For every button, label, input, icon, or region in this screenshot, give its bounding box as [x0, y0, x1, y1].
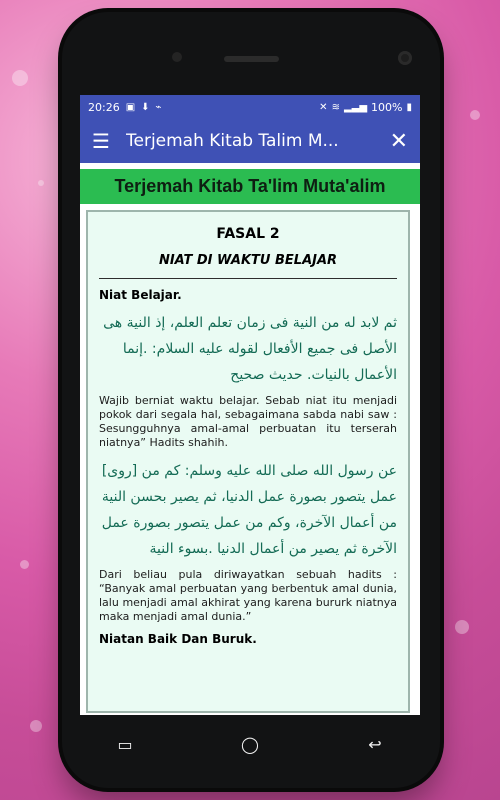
battery-icon: ▮ [406, 101, 412, 113]
background-sparkle [30, 720, 42, 732]
background-sparkle [470, 110, 480, 120]
content-card [86, 210, 410, 713]
battery-percent: 100% [371, 100, 403, 114]
background-sparkle [455, 620, 469, 634]
menu-icon[interactable]: ☰ [92, 129, 110, 153]
close-icon[interactable]: ✕ [389, 128, 408, 154]
back-icon[interactable]: ↩ [368, 734, 382, 754]
image-icon: ▣ [125, 101, 136, 113]
content-divider [99, 278, 397, 279]
recent-apps-icon[interactable]: ▭ [117, 734, 133, 754]
translation-text: Dari beliau pula diriwayatkan sebuah hadits : “Banyak amal perbuatan yang berbentuk amal dunia, lalu menjadi amal akhirat yang karena bururk niatnya maka menjadi amal dunia.” [99, 568, 397, 623]
arabic-text: عن رسول الله صلى الله عليه وسلم: كم من [روى] عمل يتصور بصورة عمل الدنيا، ثم يصير بحسن النية من أعمال الآخرة، وكم من عمل يتصور بصورة عمل الآخرة ثم يصير من أعمال الدنيا .بسوء النية [101, 463, 397, 557]
mute-icon: ✕ [319, 101, 328, 113]
background-sparkle [12, 70, 28, 86]
status-time: 20:26 [88, 100, 120, 114]
translation-text: Wajib berniat waktu belajar. Sebab niat itu menjadi pokok dari segala hal, sebagaimana sabda nabi saw : Sesungguhnya amal-amal perbuatan itu terserah niatnya” Hadits shahih. [99, 394, 397, 449]
wifi-icon: ⌁ [155, 101, 162, 113]
download-icon: ⬇ [141, 101, 150, 113]
wifi-icon: ≋ [331, 101, 340, 113]
home-icon[interactable]: ◯ [241, 734, 259, 754]
app-toolbar [80, 119, 420, 163]
toolbar-title: Terjemah Kitab Talim M... [126, 131, 339, 151]
phone-sensor [172, 52, 182, 62]
section-heading: Niatan Baik Dan Buruk. [99, 632, 257, 646]
system-nav-bar [80, 715, 420, 773]
status-bar [80, 95, 420, 119]
background-sparkle [20, 560, 29, 569]
chapter-title: FASAL 2 [216, 226, 280, 242]
section-heading: Niat Belajar. [99, 288, 182, 302]
front-camera-icon [398, 51, 412, 65]
chapter-subtitle: NIAT DI WAKTU BELAJAR [158, 253, 338, 268]
phone-screen [80, 95, 420, 715]
arabic-text: ثم لابد له من النية فى زمان تعلم العلم، إذ النية هى الأصل فى جميع الأفعال لقوله عليه السلام: .إنما الأعمال بالنيات. حديث صحيح [103, 315, 397, 383]
signal-icon: ▂▃▅ [343, 101, 368, 113]
phone-speaker [224, 56, 279, 62]
background-sparkle [38, 180, 44, 186]
page-title-banner: Terjemah Kitab Ta'lim Muta'alim [80, 169, 420, 204]
